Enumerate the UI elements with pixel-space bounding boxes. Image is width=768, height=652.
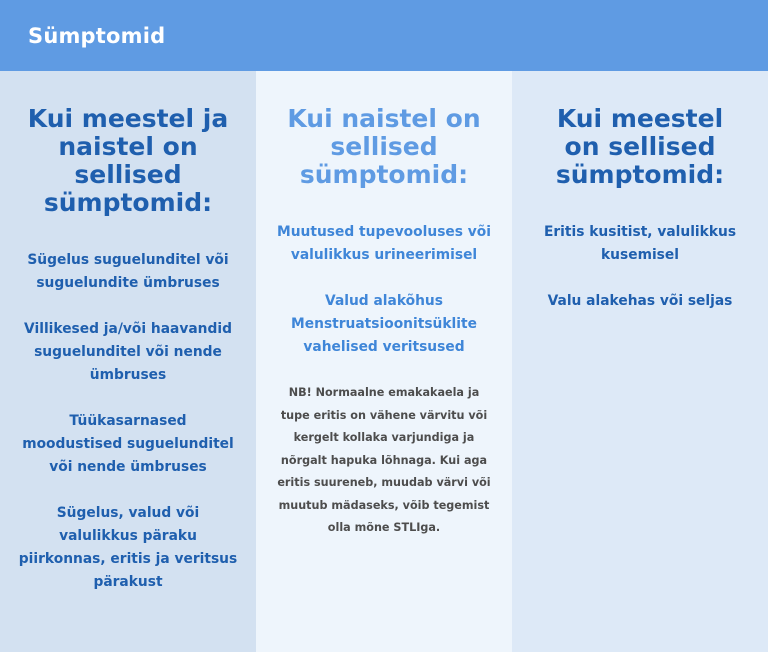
symptom-list bbox=[0, 249, 256, 594]
column-heading: Kui meestel on sellised sümptomid: bbox=[555, 104, 725, 189]
column-heading: Kui naistel on sellised sümptomid: bbox=[287, 104, 481, 189]
columns-container bbox=[0, 71, 768, 652]
column-heading: Kui meestel ja naistel on sellised sümptomid: bbox=[27, 104, 229, 217]
symptom-list bbox=[512, 221, 768, 313]
header-bar bbox=[0, 0, 768, 71]
list-item: Sügelus, valud või valulikkus päraku piirkonnas, eritis ja veritsus pärakust bbox=[18, 505, 238, 590]
list-item: Eritis kusitist, valulikkus kusemisel bbox=[543, 224, 737, 263]
list-item: Valud alakõhus Menstruatsioonitsüklite vahelised veritsused bbox=[291, 293, 477, 355]
symptom-list bbox=[256, 221, 512, 359]
list-item: Villikesed ja/või haavandid suguelunditel või nende ümbruses bbox=[24, 321, 232, 383]
list-item: Muutused tupevooluses või valulikkus urineerimisel bbox=[277, 224, 491, 263]
column-men bbox=[512, 71, 768, 652]
list-item: Tüükasarnased moodustised suguelunditel või nende ümbruses bbox=[22, 413, 234, 475]
list-item: Sügelus suguelunditel või suguelundite ümbruses bbox=[27, 252, 229, 291]
column-men-and-women bbox=[0, 71, 256, 652]
column-women bbox=[256, 71, 512, 652]
list-item: Valu alakehas või seljas bbox=[547, 293, 733, 309]
page-title: Sümptomid bbox=[28, 23, 166, 48]
note-text: NB! Normaalne emakakaela ja tupe eritis on vähene värvitu või kergelt kollaka varjundiga ja nõrgalt hapuka lõhnaga. Kui aga eritis suureneb, muudab värvi või muutub mädaseks, võib tegemist olla mõne STLIga. bbox=[277, 386, 491, 534]
